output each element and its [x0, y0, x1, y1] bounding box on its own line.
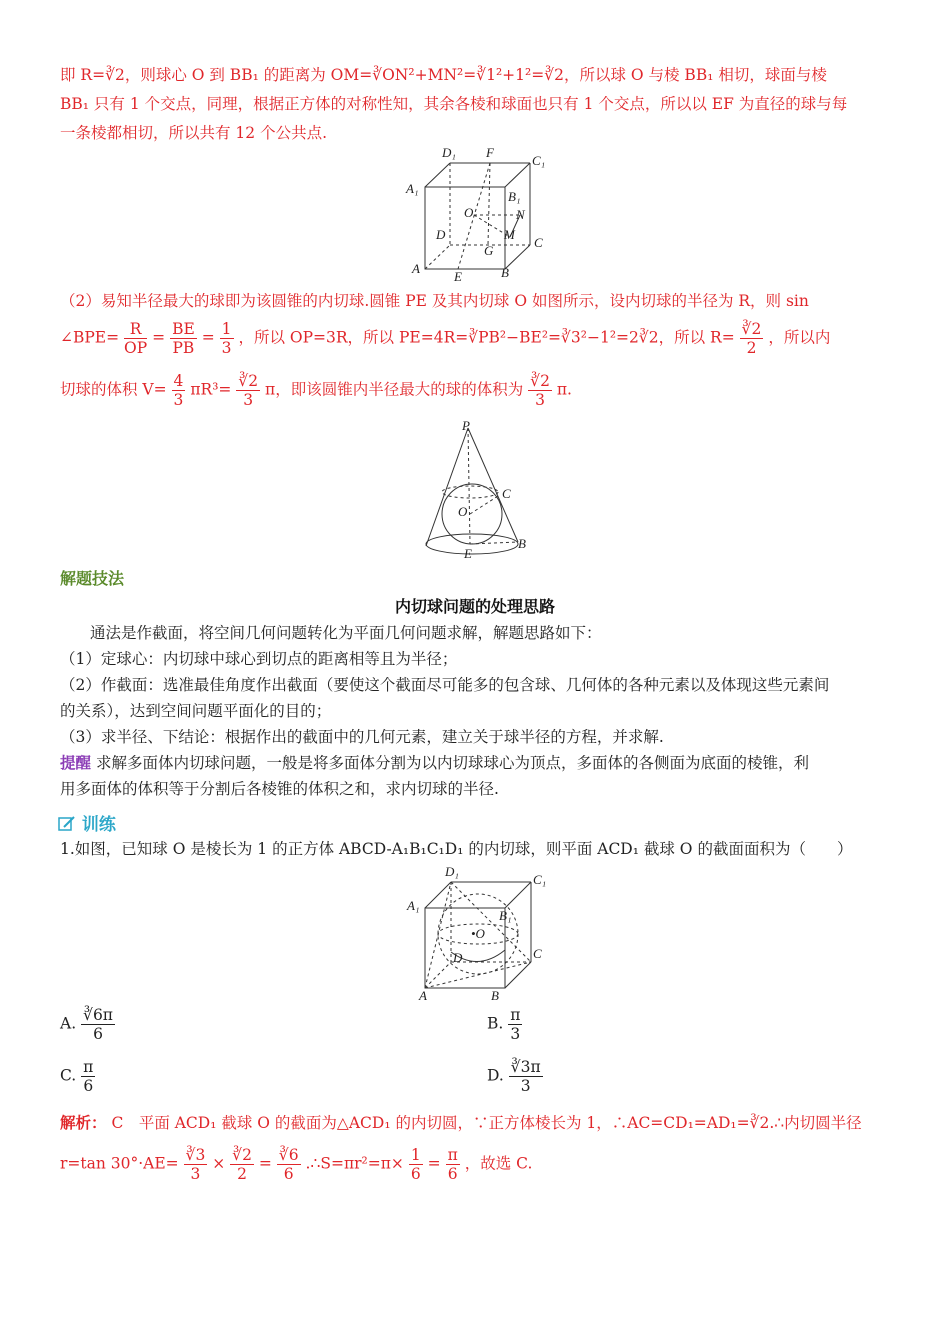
fraction	[446, 1146, 460, 1183]
text-fragment: ∠BPE=	[60, 328, 120, 347]
numerator: ∛6π	[83, 1006, 113, 1024]
text-fragment: .∴S=πr²=π×	[305, 1154, 404, 1173]
method-line3: （2）作截面：选准最佳角度作出截面（要使这个截面尽可能多的包含球、几何体的各种元素以及体现这些元素间	[60, 676, 830, 694]
label-F: F	[486, 145, 494, 160]
numerator: 1	[410, 1146, 421, 1164]
text-fragment: ，所以内	[768, 328, 831, 347]
fraction	[409, 1146, 423, 1183]
fraction-4-3	[172, 372, 186, 409]
option-label: A.	[60, 1014, 77, 1033]
label-D1: D₁	[445, 864, 459, 879]
denominator: 3	[243, 391, 254, 409]
option-label: D.	[487, 1066, 504, 1085]
numerator: ∛2	[741, 320, 762, 338]
denominator: 3	[510, 1025, 521, 1043]
label-C: C	[533, 946, 542, 961]
denominator: 6	[410, 1165, 421, 1183]
remind-line1	[60, 752, 890, 774]
remind-label: 提醒	[60, 754, 92, 772]
label-A: A	[419, 988, 427, 1002]
numerator: ∛2	[530, 372, 550, 390]
para1-line2: BB₁ 只有 1 个交点，同理，根据正方体的对称性知，其余各棱和球面也只有 1 个交点，所以以 EF 为直径的球与每	[60, 95, 848, 113]
text-fragment: ，所以 OP=3R，所以 PE=4R=∛PB²−BE²=∛3²−1²=2∛2，所以 R=	[238, 328, 735, 347]
label-A1: A₁	[406, 181, 419, 196]
text-fragment: 求解多面体内切球问题，一般是将多面体分割为以内切球球心为顶点，多面体的各侧面为底面的棱锥，利	[95, 754, 809, 772]
text-fragment: ×	[212, 1154, 226, 1173]
option-a	[60, 1006, 115, 1043]
label-B1: B₁	[499, 908, 512, 923]
numerator: BE	[172, 320, 195, 338]
para2-line1: （2）易知半径最大的球即为该圆锥的内切球.圆锥 PE 及其内切球 O 如图所示，设内切球的半径为 R，则 sin	[60, 292, 809, 310]
label-O: O	[458, 504, 468, 519]
label-A1: A₁	[407, 898, 420, 913]
fraction-R-OP	[124, 320, 147, 357]
numerator: ∛6	[278, 1146, 299, 1164]
text-fragment: πR³=	[190, 380, 232, 399]
option-d	[487, 1058, 543, 1095]
label-E: E	[464, 546, 472, 560]
option-a-fraction	[81, 1006, 115, 1043]
numerator: 1	[221, 320, 232, 338]
label-D: D	[436, 227, 446, 242]
numerator: ∛2	[232, 1146, 252, 1164]
text-fragment: =	[201, 328, 215, 347]
numerator: π	[510, 1006, 521, 1024]
method-line5: （3）求半径、下结论：根据作出的截面中的几何元素，建立关于球半径的方程，并求解.	[60, 728, 664, 746]
label-E: E	[454, 269, 462, 284]
text-fragment: =	[427, 1154, 441, 1173]
para2-line3	[60, 372, 890, 409]
fraction	[230, 1146, 254, 1183]
option-label: C.	[60, 1066, 77, 1085]
analysis-label: 解析：	[60, 1114, 107, 1132]
option-label: B.	[487, 1014, 504, 1033]
numerator: ∛3	[185, 1146, 206, 1164]
denominator: 3	[221, 339, 232, 357]
remind-line2: 用多面体的体积等于分割后各棱锥的体积之和，求内切球的半径.	[60, 780, 499, 798]
fraction-R	[740, 320, 764, 357]
cone-figure	[412, 420, 542, 560]
denominator: 3	[173, 391, 184, 409]
denominator: OP	[124, 339, 148, 357]
numerator: ∛3π	[510, 1058, 541, 1076]
denominator: 2	[237, 1165, 248, 1183]
denominator: 6	[93, 1025, 103, 1043]
fraction	[184, 1146, 208, 1183]
analysis-line1	[60, 1112, 890, 1134]
para2-line2	[60, 320, 890, 357]
text-fragment: C 平面 ACD₁ 截球 O 的截面为△ACD₁ 的内切圆，∵正方体棱长为 1，∴AC=CD₁=AD₁=∛2.∴内切圆半径	[111, 1114, 862, 1132]
label-G: G	[484, 243, 494, 258]
option-b	[487, 1006, 522, 1043]
text-fragment: 切球的体积 V=	[60, 380, 167, 399]
label-M: M	[504, 227, 515, 242]
denominator: 3	[190, 1165, 201, 1183]
text-fragment: =	[152, 328, 166, 347]
label-B: B	[501, 265, 509, 280]
fraction	[277, 1146, 301, 1183]
cube-figure-1	[400, 145, 560, 285]
label-B: B	[491, 988, 499, 1002]
text-fragment: r=tan 30°·AE=	[60, 1154, 179, 1173]
training-label: 训练	[81, 815, 116, 835]
label-A: A	[412, 261, 420, 276]
label-P: P	[462, 420, 470, 433]
para1-line3: 一条棱都相切，所以共有 12 个公共点.	[60, 124, 328, 142]
training-heading	[58, 810, 116, 835]
fraction-volume	[236, 372, 260, 409]
text-fragment: π.	[556, 380, 572, 399]
fraction-volume-2	[528, 372, 552, 409]
pencil-icon	[58, 815, 82, 835]
label-D1: D₁	[442, 145, 456, 160]
denominator: 6	[83, 1077, 94, 1095]
option-c	[60, 1058, 95, 1095]
denominator: PB	[172, 339, 195, 357]
label-B: B	[518, 536, 526, 551]
denominator: 3	[520, 1077, 531, 1095]
text-fragment: ，故选 C.	[464, 1154, 533, 1173]
para1-line1: 即 R=∛2，则球心 O 到 BB₁ 的距离为 OM=∛ON²+MN²=∛1²+1²=∛2，所以球 O 与棱 BB₁ 相切，球面与棱	[60, 66, 827, 84]
label-C: C	[534, 235, 543, 250]
method-line1: 通法是作截面，将空间几何问题转化为平面几何问题求解，解题思路如下：	[90, 624, 602, 642]
numerator: ∛2	[238, 372, 259, 390]
method-heading: 解题技法	[60, 569, 125, 588]
option-c-fraction	[81, 1058, 95, 1095]
method-title: 内切球问题的处理思路	[394, 597, 555, 616]
label-O: •O	[471, 926, 485, 941]
text-fragment: π，即该圆锥内半径最大的球的体积为	[265, 380, 524, 399]
fraction-BE-PB	[170, 320, 197, 357]
fraction-1-3	[220, 320, 234, 357]
cube-figure-2	[405, 862, 555, 1002]
denominator: 6	[283, 1165, 294, 1183]
method-line4: 的关系），达到空间问题平面化的目的；	[60, 702, 332, 720]
denominator: 2	[746, 339, 757, 357]
label-D: D	[453, 950, 463, 965]
denominator: 3	[535, 391, 545, 409]
method-line2: （1）定球心：内切球中球心到切点的距离相等且为半径；	[60, 650, 458, 668]
numerator: π	[83, 1058, 94, 1076]
label-C: C	[502, 486, 511, 501]
text-fragment: =	[258, 1154, 272, 1173]
label-C1: C₁	[533, 872, 547, 887]
label-C1: C₁	[532, 153, 546, 168]
denominator: 6	[447, 1165, 458, 1183]
numerator: π	[447, 1146, 458, 1164]
label-N: N	[516, 207, 525, 222]
numerator: 4	[173, 372, 184, 390]
label-O: O	[464, 205, 474, 220]
numerator: R	[124, 320, 147, 339]
option-d-fraction	[509, 1058, 543, 1095]
option-b-fraction	[508, 1006, 522, 1043]
question-text: 1.如图，已知球 O 是棱长为 1 的正方体 ABCD-A₁B₁C₁D₁ 的内切球，则平面 ACD₁ 截球 O 的截面面积为（ ）	[60, 840, 853, 858]
label-B1: B₁	[508, 189, 521, 204]
analysis-line2	[60, 1146, 890, 1183]
